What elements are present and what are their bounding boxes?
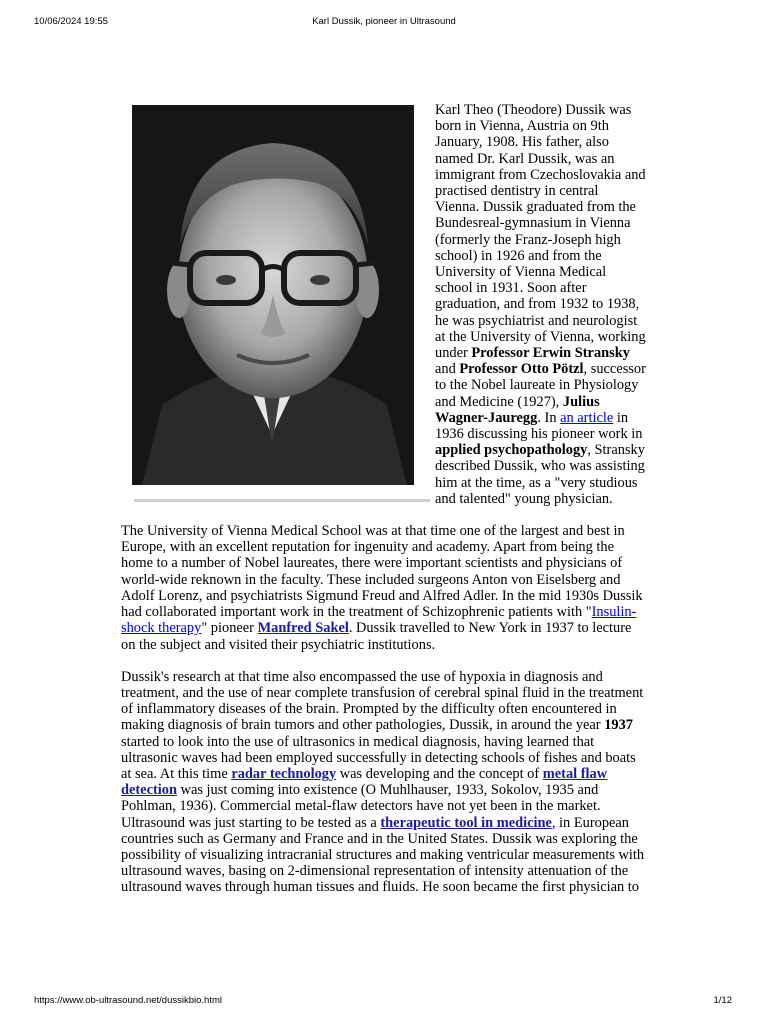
- p2-text-3: . Dussik travelled to New York in 1937 to lecture on the subject and visited their psychiatric institutions.: [121, 620, 632, 653]
- metal-flaw-detection-link[interactable]: metal flaw detection: [121, 765, 608, 799]
- p3-text-2: started to look into the use of ultrasonics in medical diagnosis, having learned that ultrasonic waves had been employed successfully in detecting schools of fishes and boats at sea. At this time: [121, 733, 636, 782]
- portrait-photo: [132, 105, 414, 485]
- paragraph-3: [121, 669, 646, 896]
- portrait-figure: [127, 102, 427, 502]
- p1-text-1: Karl Theo (Theodore) Dussik was born in Vienna, Austria on 9th January, 1908. His father, also named Dr. Karl Dussik, was an immigrant from Czechoslovakia and practised dentistry in central Vienna. Dussik graduated from the Bundesreal-gymnasium in Vienna (formerly the Franz-Joseph high school) in 1926 and from the University of Vienna Medical school in 1931. Soon after graduation, and from 1932 to 1938, he was psychiatrist and neurologist at the University of Vienna, working under: [435, 102, 646, 362]
- paragraph-2: [121, 523, 646, 653]
- p3-text-3: was developing and the concept of: [336, 765, 543, 782]
- p3-text-4: was just coming into existence (O Muhlhauser, 1933, Sokolov, 1935 and Pohlman, 1936). Commercial metal-flaw detectors have not yet been in the market. Ultrasound was just starting to be tested as a: [121, 782, 601, 831]
- p1-bold-wagner-jauregg: Julius Wagner-Jauregg: [435, 393, 600, 426]
- print-footer: [0, 995, 768, 1009]
- page-title: Karl Dussik, pioneer in Ultrasound: [312, 16, 456, 27]
- p1-text-6: , Stransky described Dussik, who was assisting him at the time, as a "very studious and talented" young physician.: [435, 442, 645, 507]
- figure-divider: [134, 499, 430, 502]
- p2-text-1: The University of Vienna Medical School was at that time one of the largest and best in Europe, with an excellent reputation for ingenuity and academy. Apart from being the home to a number of Nobel laureates, there were important scientists and physicians of world-wide reknown in the faculty. These included surgeons Anton von Eiselsberg and Adolf Lorenz, and psychiatrists Sigmund Freud and Alfred Adler. In the mid 1930s Dussik had collaborated important work in the treatment of Schizophrenic patients with ": [121, 523, 643, 621]
- insulin-shock-therapy-link[interactable]: Insulin-shock therapy: [121, 604, 637, 637]
- page-number: 1/12: [713, 995, 732, 1006]
- p1-bold-stransky: Professor Erwin Stransky: [471, 345, 630, 362]
- article-body: [121, 102, 646, 912]
- radar-technology-link[interactable]: radar technology: [231, 765, 337, 782]
- p3-bold-1937: 1937: [604, 717, 633, 734]
- an-article-link[interactable]: an article: [560, 409, 614, 426]
- p3-text-5: , in European countries such as Germany and France and in the United States. Dussik was exploring the possibility of visualizing intracranial structures and making ventricular measurements with ultrasound waves, basing on 2-dimensional representation of intensity attenuation of the ultrasound waves through human tissues and fluids. He soon became the first physician to: [121, 814, 645, 896]
- print-header: [0, 16, 768, 30]
- page-url: https://www.ob-ultrasound.net/dussikbio.html: [34, 995, 222, 1006]
- p1-text-4: . In: [537, 409, 561, 426]
- p2-text-2: " pioneer: [201, 620, 258, 637]
- p1-text-3: , successor to the Nobel laureate in Physiology and Medicine (1927),: [435, 361, 646, 410]
- p1-text-2: and: [435, 361, 460, 378]
- p3-text-1: Dussik's research at that time also encompassed the use of hypoxia in diagnosis and treatment, and the use of near complete transfusion of cerebral spinal fluid in the treatment of inflammatory diseases of the brain. Prompted by the difficulty often encountered in making diagnosis of brain tumors and other pathologies, Dussik, in around the year: [121, 668, 644, 734]
- p1-bold-psychopathology: applied psychopathology: [435, 442, 588, 459]
- p1-text-5: in 1936 discussing his pioneer work in: [435, 409, 643, 443]
- therapeutic-tool-link[interactable]: therapeutic tool in medicine: [380, 814, 552, 831]
- print-datetime: 10/06/2024 19:55: [34, 16, 108, 27]
- manfred-sakel-link[interactable]: Manfred Sakel: [257, 620, 349, 637]
- p1-bold-potzl: Professor Otto Pötzl: [459, 361, 584, 378]
